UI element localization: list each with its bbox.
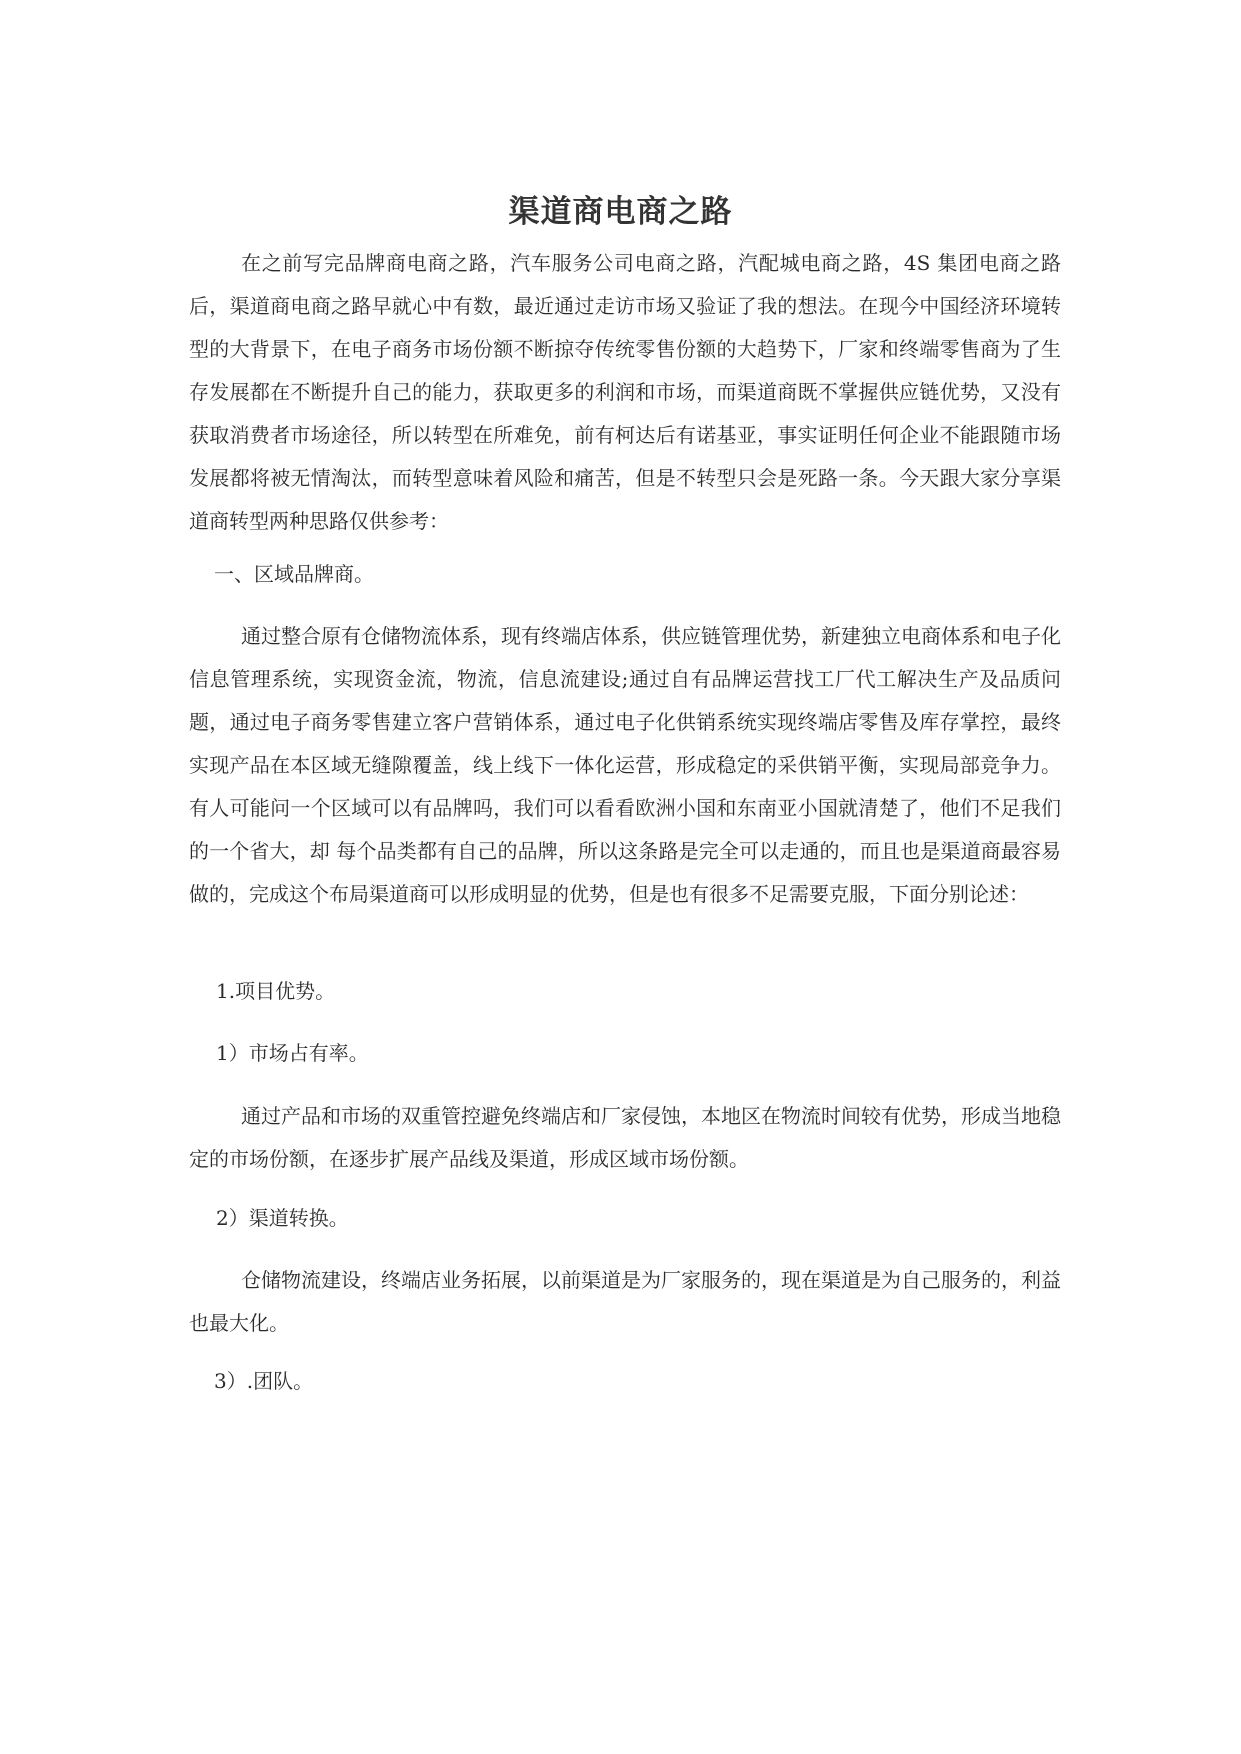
intro-paragraph: 在之前写完品牌商电商之路，汽车服务公司电商之路，汽配城电商之路，4S 集团电商之路后，渠道商电商之路早就心中有数，最近通过走访市场又验证了我的想法。在现今中国经济环境转型的大背景下，在电子商务市场份额不断掠夺传统零售份额的大趋势下，厂家和终端零售商为了生存发展都在不断提升自己的能力，获取更多的利润和市场，而渠道商既不掌握供应链优势，又没有获取消费者市场途径，所以转型在所难免，前有柯达后有诺基亚，事实证明任何企业不能跟随市场发展都将被无情淘汰，而转型意味着风险和痛苦，但是不转型只会是死路一条。今天跟大家分享渠道商转型两种思路仅供参考： [189,251,1061,533]
paragraph-channel-conversion: 仓储物流建设，终端店业务拓展，以前渠道是为厂家服务的，现在渠道是为自己服务的，利益也最大化。 [189,1268,1061,1335]
section-paragraph-regional-brand: 通过整合原有仓储物流体系，现有终端店体系，供应链管理优势，新建独立电商体系和电子化信息管理系统，实现资金流，物流，信息流建设;通过自有品牌运营找工厂代工解决生产及品质问题，通过电子商务零售建立客户营销体系，通过电子化供销系统实现终端店零售及库存掌控，最终实现产品在本区域无缝隙覆盖，线上线下一体化运营，形成稳定的采供销平衡，实现局部竞争力。有人可能问一个区域可以有品牌吗，我们可以看看欧洲小国和东南亚小国就清楚了，他们不足我们的一个省大，却 每个品类都有自己的品牌，所以这条路是完全可以走通的，而且也是渠道商最容易做的，完成这个布局渠道商可以形成明显的优势，但是也有很多不足需要克服，下面分别论述： [189,624,1061,906]
section-heading-regional-brand: 一、区域品牌商。 [214,562,374,586]
subheading-market-share: 1）市场占有率。 [216,1041,369,1065]
subheading-project-advantages: 1.项目优势。 [216,979,336,1003]
subheading-team: 3）.团队。 [214,1369,314,1393]
paragraph-market-share: 通过产品和市场的双重管控避免终端店和厂家侵蚀，本地区在物流时间较有优势，形成当地稳定的市场份额，在逐步扩展产品线及渠道，形成区域市场份额。 [189,1104,1061,1171]
document-title: 渠道商电商之路 [508,194,733,230]
subheading-channel-conversion: 2）渠道转换。 [216,1206,349,1230]
